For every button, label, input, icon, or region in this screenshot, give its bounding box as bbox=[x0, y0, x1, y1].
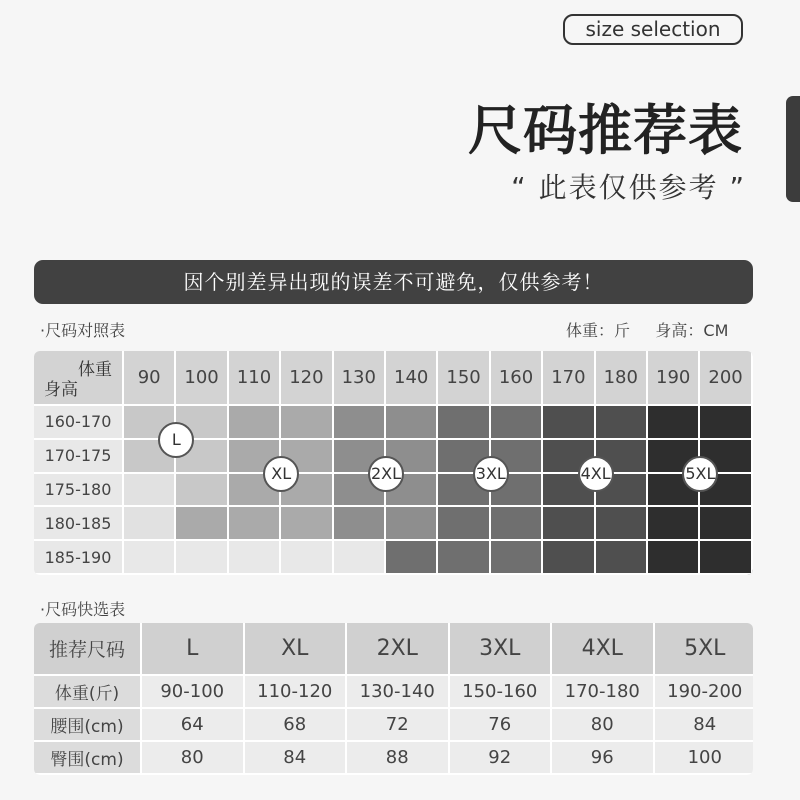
size-comparison-chart bbox=[34, 351, 753, 575]
size-cell bbox=[543, 507, 595, 541]
size-cell bbox=[124, 474, 176, 508]
quick-value-cell: 96 bbox=[552, 742, 655, 775]
size-cell bbox=[229, 507, 281, 541]
quick-row-label: 臀围(cm) bbox=[34, 742, 142, 775]
weight-header-120: 120 bbox=[281, 351, 333, 406]
quick-row-label: 腰围(cm) bbox=[34, 709, 142, 742]
side-tab bbox=[786, 96, 800, 202]
size-cell bbox=[386, 507, 438, 541]
quick-value-cell: 170-180 bbox=[552, 676, 655, 709]
page-title: 尺码推荐表 bbox=[468, 99, 743, 162]
size-cell bbox=[491, 406, 543, 440]
quick-size-header: 4XL bbox=[552, 623, 655, 676]
quick-value-cell: 110-120 bbox=[245, 676, 348, 709]
height-row-label: 175-180 bbox=[34, 474, 124, 508]
size-badge-5xl: 5XL bbox=[682, 456, 718, 492]
size-badge-3xl: 3XL bbox=[473, 456, 509, 492]
size-cell bbox=[124, 541, 176, 575]
size-cell bbox=[648, 507, 700, 541]
size-cell bbox=[281, 541, 333, 575]
weight-header-180: 180 bbox=[596, 351, 648, 406]
height-row-label: 185-190 bbox=[34, 541, 124, 575]
quick-value-cell: 76 bbox=[450, 709, 553, 742]
size-cell bbox=[334, 507, 386, 541]
corner-weight-label: 体重 bbox=[78, 360, 112, 380]
quick-size-header: XL bbox=[245, 623, 348, 676]
quick-size-header: L bbox=[142, 623, 245, 676]
size-cell bbox=[176, 474, 228, 508]
weight-header-140: 140 bbox=[386, 351, 438, 406]
weight-header-100: 100 bbox=[176, 351, 228, 406]
weight-header-130: 130 bbox=[334, 351, 386, 406]
weight-header-170: 170 bbox=[543, 351, 595, 406]
size-cell bbox=[596, 406, 648, 440]
height-row-label: 170-175 bbox=[34, 440, 124, 474]
weight-header-200: 200 bbox=[700, 351, 752, 406]
quick-value-cell: 90-100 bbox=[142, 676, 245, 709]
size-cell bbox=[386, 406, 438, 440]
size-cell bbox=[438, 507, 490, 541]
size-cell bbox=[648, 541, 700, 575]
chart-corner-header bbox=[34, 351, 124, 406]
size-cell bbox=[438, 541, 490, 575]
size-cell bbox=[281, 507, 333, 541]
quick-header-label: 推荐尺码 bbox=[34, 623, 142, 676]
quick-size-header: 5XL bbox=[655, 623, 754, 676]
quick-size-header: 2XL bbox=[347, 623, 450, 676]
quick-value-cell: 64 bbox=[142, 709, 245, 742]
size-cell bbox=[491, 507, 543, 541]
size-cell bbox=[648, 406, 700, 440]
size-cell bbox=[491, 541, 543, 575]
size-quick-select-table bbox=[34, 623, 753, 775]
quick-value-cell: 88 bbox=[347, 742, 450, 775]
size-cell bbox=[281, 406, 333, 440]
size-badge-xl: XL bbox=[263, 456, 299, 492]
quick-section-label: ·尺码快选表 bbox=[40, 600, 126, 619]
quick-value-cell: 100 bbox=[655, 742, 754, 775]
page-subtitle: “ 此表仅供参考 ” bbox=[511, 171, 746, 204]
weight-header-150: 150 bbox=[438, 351, 490, 406]
size-cell bbox=[700, 406, 752, 440]
size-badge-4xl: 4XL bbox=[578, 456, 614, 492]
quick-value-cell: 84 bbox=[655, 709, 754, 742]
size-cell bbox=[229, 406, 281, 440]
size-cell bbox=[334, 406, 386, 440]
size-cell bbox=[124, 507, 176, 541]
size-cell bbox=[176, 507, 228, 541]
size-cell bbox=[596, 541, 648, 575]
quick-value-cell: 92 bbox=[450, 742, 553, 775]
size-cell bbox=[700, 541, 752, 575]
size-badge-2xl: 2XL bbox=[368, 456, 404, 492]
quick-row-label: 体重(斤) bbox=[34, 676, 142, 709]
size-cell bbox=[334, 541, 386, 575]
quick-value-cell: 84 bbox=[245, 742, 348, 775]
quick-size-header: 3XL bbox=[450, 623, 553, 676]
size-cell bbox=[176, 541, 228, 575]
quick-value-cell: 80 bbox=[552, 709, 655, 742]
disclaimer-banner: 因个别差异出现的误差不可避免，仅供参考！ bbox=[34, 260, 753, 304]
size-cell bbox=[543, 541, 595, 575]
quick-value-cell: 190-200 bbox=[655, 676, 754, 709]
quick-value-cell: 68 bbox=[245, 709, 348, 742]
quick-value-cell: 130-140 bbox=[347, 676, 450, 709]
height-row-label: 180-185 bbox=[34, 507, 124, 541]
size-badge-l: L bbox=[158, 422, 194, 458]
quick-value-cell: 72 bbox=[347, 709, 450, 742]
weight-header-110: 110 bbox=[229, 351, 281, 406]
size-selection-tag: size selection bbox=[563, 14, 743, 45]
chart-section-label: ·尺码对照表 bbox=[40, 321, 126, 340]
size-cell bbox=[700, 507, 752, 541]
quick-value-cell: 80 bbox=[142, 742, 245, 775]
size-cell bbox=[386, 541, 438, 575]
units-note: 体重：斤 身高：CM bbox=[566, 321, 729, 340]
quick-value-cell: 150-160 bbox=[450, 676, 553, 709]
size-cell bbox=[229, 541, 281, 575]
weight-header-190: 190 bbox=[648, 351, 700, 406]
size-cell bbox=[596, 507, 648, 541]
weight-header-90: 90 bbox=[124, 351, 176, 406]
size-cell bbox=[543, 406, 595, 440]
corner-height-label: 身高 bbox=[44, 380, 78, 400]
height-row-label: 160-170 bbox=[34, 406, 124, 440]
size-cell bbox=[438, 406, 490, 440]
weight-header-160: 160 bbox=[491, 351, 543, 406]
